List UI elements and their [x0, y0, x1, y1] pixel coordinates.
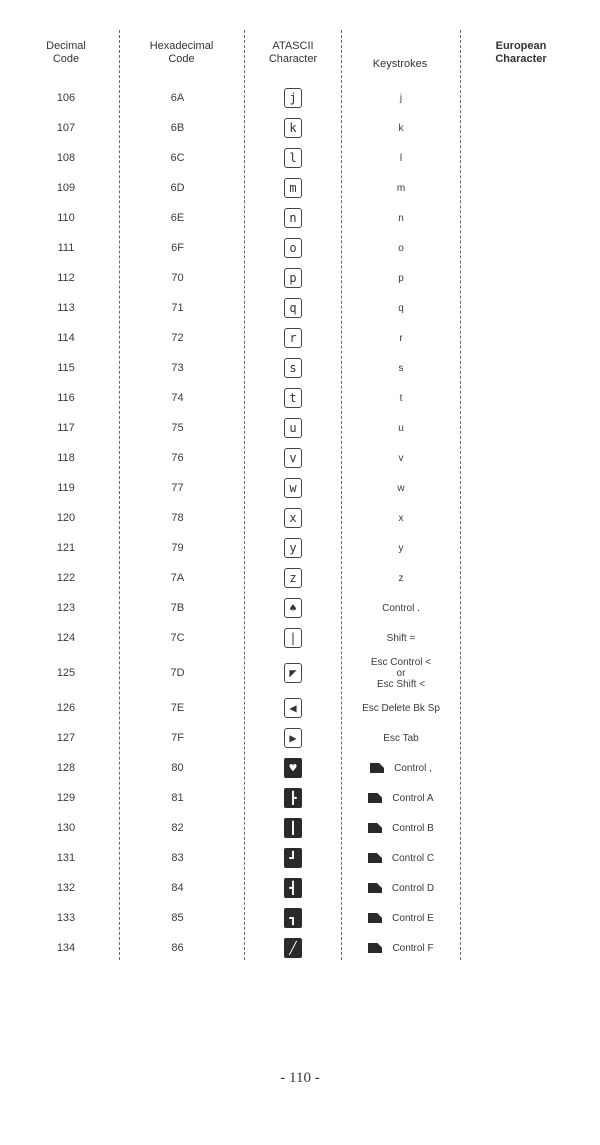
decimal-code-cell: 116: [57, 392, 75, 404]
decimal-code-cell: 120: [56, 512, 76, 524]
keystrokes-cell: [342, 413, 460, 443]
keystrokes-cell: [342, 263, 460, 293]
decimal-code-cell: 122: [56, 572, 76, 584]
atascii-glyph-icon: m: [284, 178, 302, 198]
atascii-glyph-icon: ♠: [284, 598, 302, 618]
header-line: Character: [495, 53, 547, 65]
keystrokes-cell: [342, 783, 460, 813]
decimal-code-cell: 130: [56, 822, 76, 834]
table-row: [0, 693, 600, 723]
atascii-character-cell: [255, 83, 331, 113]
keystrokes-cell: [342, 623, 460, 653]
hex-code-cell: 80: [171, 762, 184, 774]
keystroke-text: Control E: [392, 912, 434, 924]
keystrokes-cell: [342, 843, 460, 873]
decimal-code-cell: 109: [56, 182, 76, 194]
keystroke-text: k: [398, 122, 404, 134]
keystroke-text: Control .: [382, 602, 420, 614]
atascii-glyph-icon: s: [284, 358, 302, 378]
keystroke-text: q: [398, 302, 404, 314]
decimal-code-cell: 132: [56, 882, 76, 894]
atascii-glyph-icon: u: [284, 418, 302, 438]
keystroke-text: w: [397, 482, 405, 494]
keystroke-text: v: [398, 452, 404, 464]
atascii-glyph-icon: ◤: [284, 663, 302, 683]
decimal-code-cell: 126: [56, 702, 76, 714]
atascii-character-cell: [255, 843, 331, 873]
table-row: [0, 293, 600, 323]
atari-key-icon: [368, 793, 382, 803]
keystroke-text: y: [398, 542, 404, 554]
atascii-character-cell: [255, 293, 331, 323]
atari-key-icon: [368, 943, 382, 953]
decimal-code-cell: 127: [56, 732, 76, 744]
atascii-character-cell: [255, 693, 331, 723]
table-row: [0, 783, 600, 813]
keystroke-text: s: [398, 362, 404, 374]
atascii-character-cell: [255, 203, 331, 233]
keystrokes-cell: [342, 503, 460, 533]
hex-code-cell: 79: [171, 542, 184, 554]
atascii-glyph-icon: w: [284, 478, 302, 498]
header-line: European: [495, 40, 547, 52]
atascii-glyph-icon: k: [284, 118, 302, 138]
table-row: [0, 113, 600, 143]
hex-code-cell: 75: [171, 422, 184, 434]
atascii-glyph-icon: q: [284, 298, 302, 318]
hex-code-cell: 71: [171, 302, 184, 314]
decimal-code-cell: 125: [56, 667, 76, 679]
keystrokes-cell: [342, 83, 460, 113]
keystrokes-cell: [342, 383, 460, 413]
decimal-code-cell: 113: [57, 302, 75, 314]
atari-key-icon: [368, 823, 382, 833]
decimal-code-cell: 111: [57, 242, 75, 254]
keystroke-text: Control C: [391, 852, 435, 864]
decimal-code-cell: 124: [56, 632, 76, 644]
table-row: [0, 813, 600, 843]
atari-key-icon: [368, 853, 382, 863]
table-row: [0, 233, 600, 263]
keystrokes-cell: [342, 903, 460, 933]
table-row: [0, 503, 600, 533]
table-row: [0, 473, 600, 503]
keystroke-text: Shift =: [386, 632, 416, 644]
keystrokes-cell: [342, 813, 460, 843]
keystroke-text: z: [398, 572, 404, 584]
keystrokes-cell: [342, 933, 460, 963]
decimal-code-cell: 108: [56, 152, 76, 164]
page-number: - 110 -: [280, 1070, 320, 1086]
atascii-glyph-icon: ╱: [284, 938, 302, 958]
atascii-character-cell: [255, 263, 331, 293]
header-line: Keystrokes: [372, 58, 428, 70]
table-row: [0, 933, 600, 963]
keystrokes-cell: [342, 693, 460, 723]
table-row: [0, 723, 600, 753]
atascii-glyph-icon: ┫: [284, 878, 302, 898]
atascii-character-cell: [255, 933, 331, 963]
decimal-code-cell: 131: [56, 852, 76, 864]
decimal-code-cell: 134: [56, 942, 76, 954]
keystroke-text: Control B: [392, 822, 434, 834]
hex-code-cell: 7C: [170, 632, 185, 644]
keystroke-text: n: [398, 212, 404, 224]
decimal-code-cell: 114: [57, 332, 75, 344]
decimal-code-cell: 123: [56, 602, 76, 614]
keystrokes-cell: [342, 323, 460, 353]
decimal-code-cell: 110: [57, 212, 75, 224]
keystroke-text: o: [398, 242, 404, 254]
decimal-code-cell: 107: [56, 122, 76, 134]
keystroke-text: p: [398, 272, 404, 284]
atascii-character-cell: [255, 533, 331, 563]
hex-code-cell: 77: [171, 482, 184, 494]
atascii-character-cell: [255, 503, 331, 533]
decimal-code-cell: 119: [57, 482, 75, 494]
decimal-code-cell: 121: [56, 542, 76, 554]
table-row: [0, 563, 600, 593]
keystroke-text: Esc Control <: [370, 656, 432, 668]
keystroke-text: t: [399, 392, 403, 404]
hex-code-cell: 7A: [170, 572, 185, 584]
hex-code-cell: 82: [171, 822, 184, 834]
header-line: Character: [268, 53, 318, 65]
atascii-character-cell: [255, 783, 331, 813]
keystroke-text: Control A: [392, 792, 434, 804]
table-row: [0, 353, 600, 383]
hex-code-cell: 7B: [170, 602, 185, 614]
header-line: Code: [52, 53, 80, 65]
keystrokes-cell: [342, 653, 460, 693]
decimal-code-cell: 128: [56, 762, 76, 774]
header-line: Hexadecimal: [149, 40, 214, 52]
atascii-glyph-icon: ♥: [284, 758, 302, 778]
hex-code-cell: 84: [171, 882, 184, 894]
hex-code-cell: 6E: [170, 212, 185, 224]
table-row: [0, 623, 600, 653]
atascii-character-cell: [255, 873, 331, 903]
decimal-code-cell: 133: [56, 912, 76, 924]
header-line: ATASCII: [272, 40, 314, 52]
atascii-character-cell: [255, 753, 331, 783]
hex-code-cell: 6C: [170, 152, 185, 164]
keystrokes-cell: [342, 473, 460, 503]
header-atascii-character: [249, 40, 337, 66]
decimal-code-cell: 106: [56, 92, 76, 104]
keystrokes-cell: [342, 593, 460, 623]
keystrokes-cell: [342, 723, 460, 753]
table-row: [0, 653, 600, 693]
keystroke-text: Control F: [392, 942, 434, 954]
hex-code-cell: 7F: [171, 732, 184, 744]
keystroke-text: or: [396, 667, 406, 679]
hex-code-cell: 6B: [170, 122, 185, 134]
keystrokes-cell: [342, 353, 460, 383]
keystroke-text: Control ,: [394, 762, 432, 774]
atascii-glyph-icon: l: [284, 148, 302, 168]
keystrokes-cell: [342, 563, 460, 593]
atascii-character-cell: [255, 903, 331, 933]
keystrokes-cell: [342, 143, 460, 173]
hex-code-cell: 76: [171, 452, 184, 464]
hex-code-cell: 6A: [170, 92, 185, 104]
atascii-glyph-icon: y: [284, 538, 302, 558]
atascii-glyph-icon: j: [284, 88, 302, 108]
keystrokes-cell: [342, 233, 460, 263]
atascii-glyph-icon: r: [284, 328, 302, 348]
hex-code-cell: 74: [171, 392, 184, 404]
atascii-character-cell: [255, 473, 331, 503]
atascii-character-cell: [255, 813, 331, 843]
atascii-character-cell: [255, 173, 331, 203]
keystrokes-cell: [342, 443, 460, 473]
keystroke-text: m: [396, 182, 406, 194]
atascii-character-cell: [255, 563, 331, 593]
keystroke-text: Esc Tab: [383, 732, 419, 744]
hex-code-cell: 85: [171, 912, 184, 924]
atascii-character-cell: [255, 383, 331, 413]
hex-code-cell: 86: [171, 942, 184, 954]
atascii-glyph-icon: ┃: [284, 818, 302, 838]
atascii-glyph-icon: ┣: [284, 788, 302, 808]
atascii-character-cell: [255, 323, 331, 353]
keystroke-text: Esc Delete Bk Sp: [362, 702, 440, 714]
decimal-code-cell: 118: [57, 452, 75, 464]
keystroke-text: r: [399, 332, 403, 344]
atascii-character-cell: [255, 653, 331, 693]
table-row: [0, 263, 600, 293]
atascii-glyph-icon: |: [284, 628, 302, 648]
atascii-character-cell: [255, 233, 331, 263]
keystroke-text: Control D: [391, 882, 435, 894]
atascii-character-cell: [255, 413, 331, 443]
header-hex-code: [124, 40, 239, 66]
hex-code-cell: 73: [171, 362, 184, 374]
atascii-glyph-icon: z: [284, 568, 302, 588]
atascii-glyph-icon: ▶: [284, 728, 302, 748]
atascii-glyph-icon: ┛: [284, 848, 302, 868]
keystrokes-cell: [342, 113, 460, 143]
hex-code-cell: 78: [171, 512, 184, 524]
hex-code-cell: 7E: [170, 702, 185, 714]
header-line: Decimal: [46, 40, 86, 52]
table-row: [0, 873, 600, 903]
table-row: [0, 443, 600, 473]
decimal-code-cell: 117: [57, 422, 75, 434]
table-row: [0, 413, 600, 443]
atascii-glyph-icon: ┓: [284, 908, 302, 928]
hex-code-cell: 6F: [171, 242, 184, 254]
decimal-code-cell: 129: [56, 792, 76, 804]
atascii-glyph-icon: o: [284, 238, 302, 258]
table-row: [0, 203, 600, 233]
keystrokes-cell: [342, 173, 460, 203]
table-row: [0, 323, 600, 353]
atari-key-icon: [368, 883, 382, 893]
hex-code-cell: 81: [171, 792, 184, 804]
keystrokes-cell: [342, 293, 460, 323]
decimal-code-cell: 112: [57, 272, 75, 284]
table-row: [0, 173, 600, 203]
table-row: [0, 383, 600, 413]
atascii-character-cell: [255, 143, 331, 173]
atascii-character-cell: [255, 593, 331, 623]
hex-code-cell: 83: [171, 852, 184, 864]
header-keystrokes: [342, 58, 458, 71]
table-row: [0, 143, 600, 173]
keystrokes-cell: [342, 753, 460, 783]
keystroke-text: x: [398, 512, 404, 524]
atascii-character-cell: [255, 113, 331, 143]
header-decimal-code: [30, 40, 102, 66]
atascii-character-cell: [255, 353, 331, 383]
table-row: [0, 843, 600, 873]
atascii-glyph-icon: t: [284, 388, 302, 408]
header-line: Code: [168, 53, 195, 65]
keystrokes-cell: [342, 533, 460, 563]
atascii-glyph-icon: p: [284, 268, 302, 288]
header-european-character: [462, 40, 580, 66]
atascii-glyph-icon: ◀: [284, 698, 302, 718]
atascii-character-cell: [255, 623, 331, 653]
keystroke-text: u: [398, 422, 404, 434]
atascii-glyph-icon: x: [284, 508, 302, 528]
atascii-character-cell: [255, 443, 331, 473]
atascii-glyph-icon: v: [284, 448, 302, 468]
atascii-character-cell: [255, 723, 331, 753]
hex-code-cell: 6D: [170, 182, 185, 194]
table-row: [0, 753, 600, 783]
keystroke-text: j: [399, 92, 403, 104]
table-row: [0, 903, 600, 933]
hex-code-cell: 7D: [170, 667, 185, 679]
table-row: [0, 83, 600, 113]
atari-key-icon: [368, 913, 382, 923]
atascii-glyph-icon: n: [284, 208, 302, 228]
keystroke-text: Esc Shift <: [376, 678, 426, 690]
keystrokes-cell: [342, 203, 460, 233]
hex-code-cell: 72: [171, 332, 184, 344]
table-row: [0, 533, 600, 563]
table-row: [0, 593, 600, 623]
atari-key-icon: [370, 763, 384, 773]
keystroke-text: l: [399, 152, 403, 164]
hex-code-cell: 70: [171, 272, 184, 284]
decimal-code-cell: 115: [57, 362, 75, 374]
keystrokes-cell: [342, 873, 460, 903]
